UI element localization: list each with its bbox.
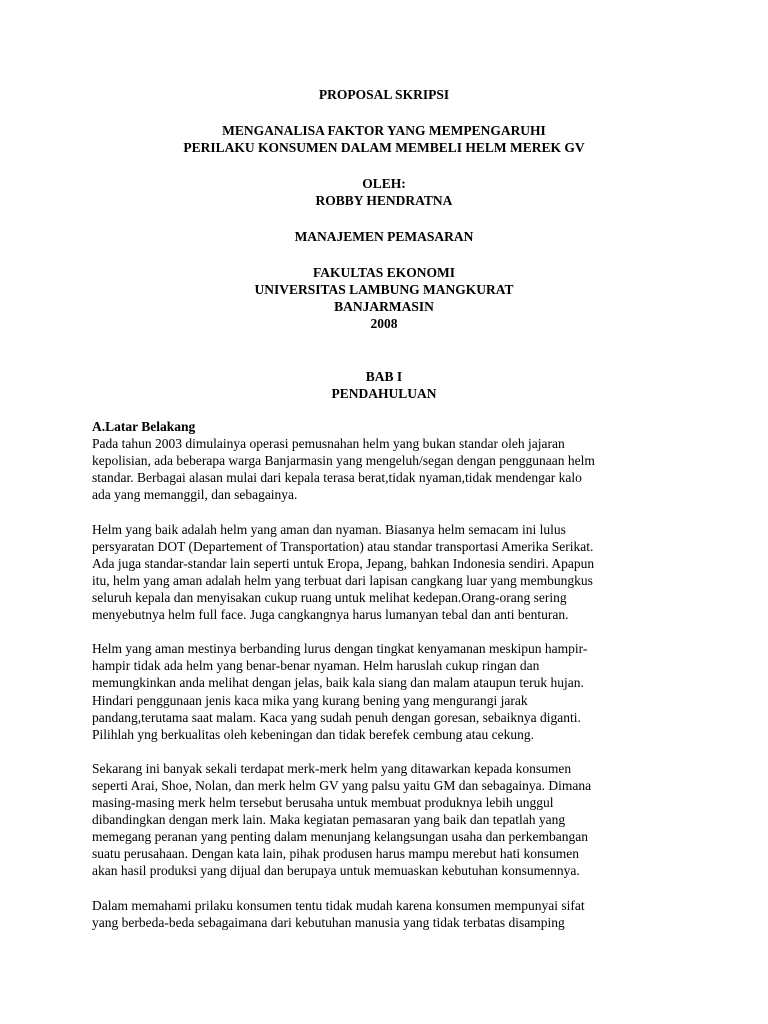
paragraph-line: hampir tidak ada helm yang benar-benar nyaman. Helm haruslah cukup ringan dan (92, 658, 540, 674)
paragraph-line: seluruh kepala dan menyisakan cukup ruang untuk melihat kedepan.Orang-orang sering (92, 589, 567, 605)
paragraph-line: Helm yang baik adalah helm yang aman dan nyaman. Biasanya helm semacam ini lulus (92, 521, 566, 537)
paragraph-gap (92, 880, 682, 897)
chapter-name: PENDAHULUAN (331, 386, 437, 401)
university-name: UNIVERSITAS LAMBUNG MANGKURAT (254, 282, 514, 297)
paragraph (92, 640, 682, 743)
paragraph-gap (92, 743, 682, 760)
body-text (92, 418, 682, 931)
paragraph-line: Helm yang aman mestinya berbanding lurus dengan tingkat kenyamanan meskipun hampir- (92, 641, 588, 657)
paragraph-line: Pada tahun 2003 dimulainya operasi pemusnahan helm yang bukan standar oleh jajaran (92, 436, 565, 452)
paragraphs (92, 435, 682, 931)
paragraph-line: standar. Berbagai alasan mulai dari kepala terasa berat,tidak nyaman,tidak mendengar kalo (92, 470, 582, 486)
paragraph-gap (92, 503, 682, 520)
chapter-heading (0, 368, 768, 402)
thesis-title-line-2: PERILAKU KONSUMEN DALAM MEMBELI HELM MEREK GV (183, 140, 585, 155)
paragraph-line: Hindari penggunaan jenis kaca mika yang kurang bening yang mengurangi jarak (92, 692, 528, 708)
paragraph-line: memungkinkan anda melihat dengan jelas, baik kala siang dan malam ataupun teruk hujan. (92, 675, 584, 691)
paragraph (92, 521, 682, 624)
paragraph-line: ada yang memanggil, dan sebagainya. (92, 487, 298, 503)
author-name: ROBBY HENDRATNA (315, 193, 453, 208)
paragraph-line: memegang peranan yang penting dalam menunjang kelangsungan usaha dan perkembangan (92, 829, 588, 845)
paragraph-line: menyebutnya helm full face. Juga cangkangnya harus lumanyan tebal dan anti benturan. (92, 607, 569, 623)
paragraph-line: Pilihlah yng berkualitas oleh kebeningan dan tidak berefek cembung atau cekung. (92, 726, 534, 742)
by-label: OLEH: (362, 176, 406, 191)
paragraph-line: akan hasil produksi yang dijual dan berupaya untuk memuaskan kebutuhan konsumennya. (92, 863, 580, 879)
paragraph-line: Ada juga standar-standar lain seperti untuk Eropa, Jepang, bahkan Indonesia sendiri. Apapun (92, 555, 595, 571)
paragraph-line: suatu perusahaan. Dengan kata lain, pihak produsen harus mampu merebut hati konsumen (92, 846, 579, 862)
paragraph-line: Sekarang ini banyak sekali terdapat merk-merk helm yang ditawarkan kepada konsumen (92, 760, 572, 776)
department-name: MANAJEMEN PEMASARAN (294, 229, 474, 244)
paragraph (92, 435, 682, 503)
paragraph (92, 760, 682, 880)
paragraph-line: persyaratan DOT (Departement of Transportation) atau standar transportasi Amerika Serikat. (92, 538, 594, 554)
city-name: BANJARMASIN (334, 299, 434, 314)
paragraph-line: itu, helm yang aman adalah helm yang terbuat dari lapisan cangkang luar yang membungkus (92, 572, 593, 588)
paragraph-gap (92, 623, 682, 640)
paragraph-line: Dalam memahami prilaku konsumen tentu tidak mudah karena konsumen mempunyai sifat (92, 897, 585, 913)
paragraph (92, 897, 682, 931)
paragraph-line: kepolisian, ada beberapa warga Banjarmasin yang mengeluh/segan dengan penggunaan helm (92, 453, 595, 469)
year: 2008 (370, 316, 398, 331)
chapter-number: BAB I (365, 369, 403, 384)
doc-type: PROPOSAL SKRIPSI (318, 87, 450, 102)
section-heading: A.Latar Belakang (92, 419, 196, 434)
paragraph-line: seperti Arai, Shoe, Nolan, dan merk helm GV yang palsu yaitu GM dan sebagainya. Dimana (92, 777, 592, 793)
paragraph-line: pandang,terutama saat malam. Kaca yang sudah penuh dengan goresan, sebaiknya diganti. (92, 709, 581, 725)
paragraph-line: yang berbeda-beda sebagaimana dari kebutuhan manusia yang tidak terbatas disamping (92, 914, 565, 930)
thesis-title-line-1: MENGANALISA FAKTOR YANG MEMPENGARUHI (222, 123, 546, 138)
paragraph-line: masing-masing merk helm tersebut berusaha untuk membuat produknya lebih unggul (92, 795, 554, 811)
faculty-name: FAKULTAS EKONOMI (313, 265, 455, 280)
paragraph-line: dibandingkan dengan merk lain. Maka kegiatan pemasaran yang baik dan tepatlah yang (92, 812, 566, 828)
cover-block (0, 86, 768, 332)
